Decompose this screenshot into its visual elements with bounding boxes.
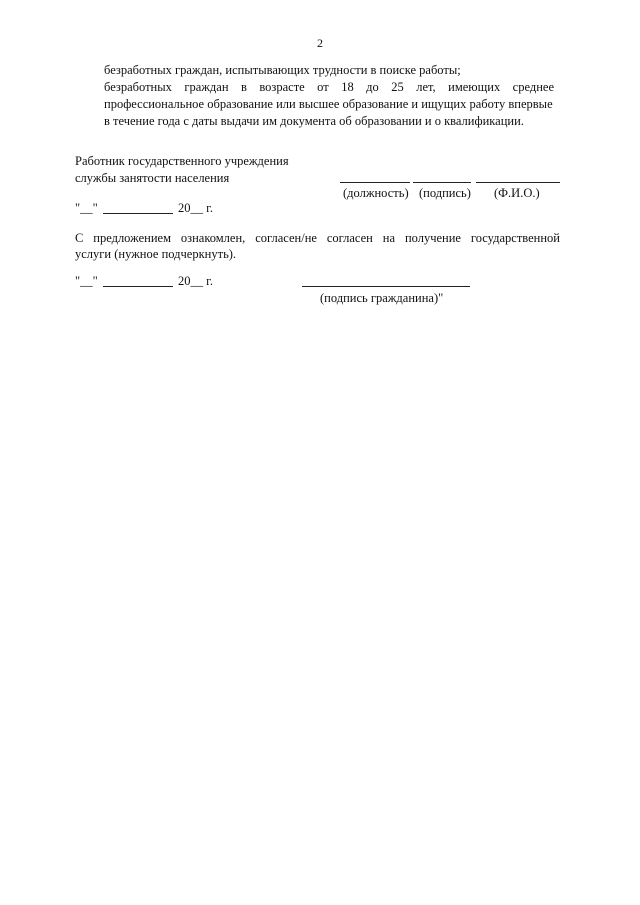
list-item-youth-line-3: в течение года с даты выдачи им документа об образовании и о квалификации. [104,114,524,128]
list-item-difficulty: безработных граждан, испытывающих трудности в поиске работы; [104,63,461,77]
list-item-youth-line-2: профессиональное образование или высшее образование и ищущих работу впервые [104,97,553,111]
acknowledgement-line-1: С предложением ознакомлен, согласен/не согласен на получение государственной [75,231,560,245]
signature-line [413,182,471,183]
employee-date-month-line [103,213,173,214]
caption-position: (должность) [343,186,409,200]
caption-signature: (подпись) [419,186,471,200]
name-line [476,182,560,183]
caption-name: (Ф.И.О.) [494,186,540,200]
position-line [340,182,410,183]
employee-title-line-2: службы занятости населения [75,171,230,185]
page-number: 2 [317,36,323,50]
citizen-date-year: 20__ г. [178,274,213,288]
citizen-date-month-line [103,286,173,287]
employee-date-year: 20__ г. [178,201,213,215]
employee-title-line-1: Работник государственного учреждения [75,154,289,168]
acknowledgement-line-2: услуги (нужное подчеркнуть). [75,247,237,261]
citizen-signature-line [302,286,470,287]
list-item-youth-line-1: безработных граждан в возрасте от 18 до 25 лет, имеющих среднее [104,80,554,94]
employee-date-day: "__" [75,201,98,215]
caption-citizen-signature: (подпись гражданина)" [320,291,444,305]
citizen-date-day: "__" [75,274,98,288]
